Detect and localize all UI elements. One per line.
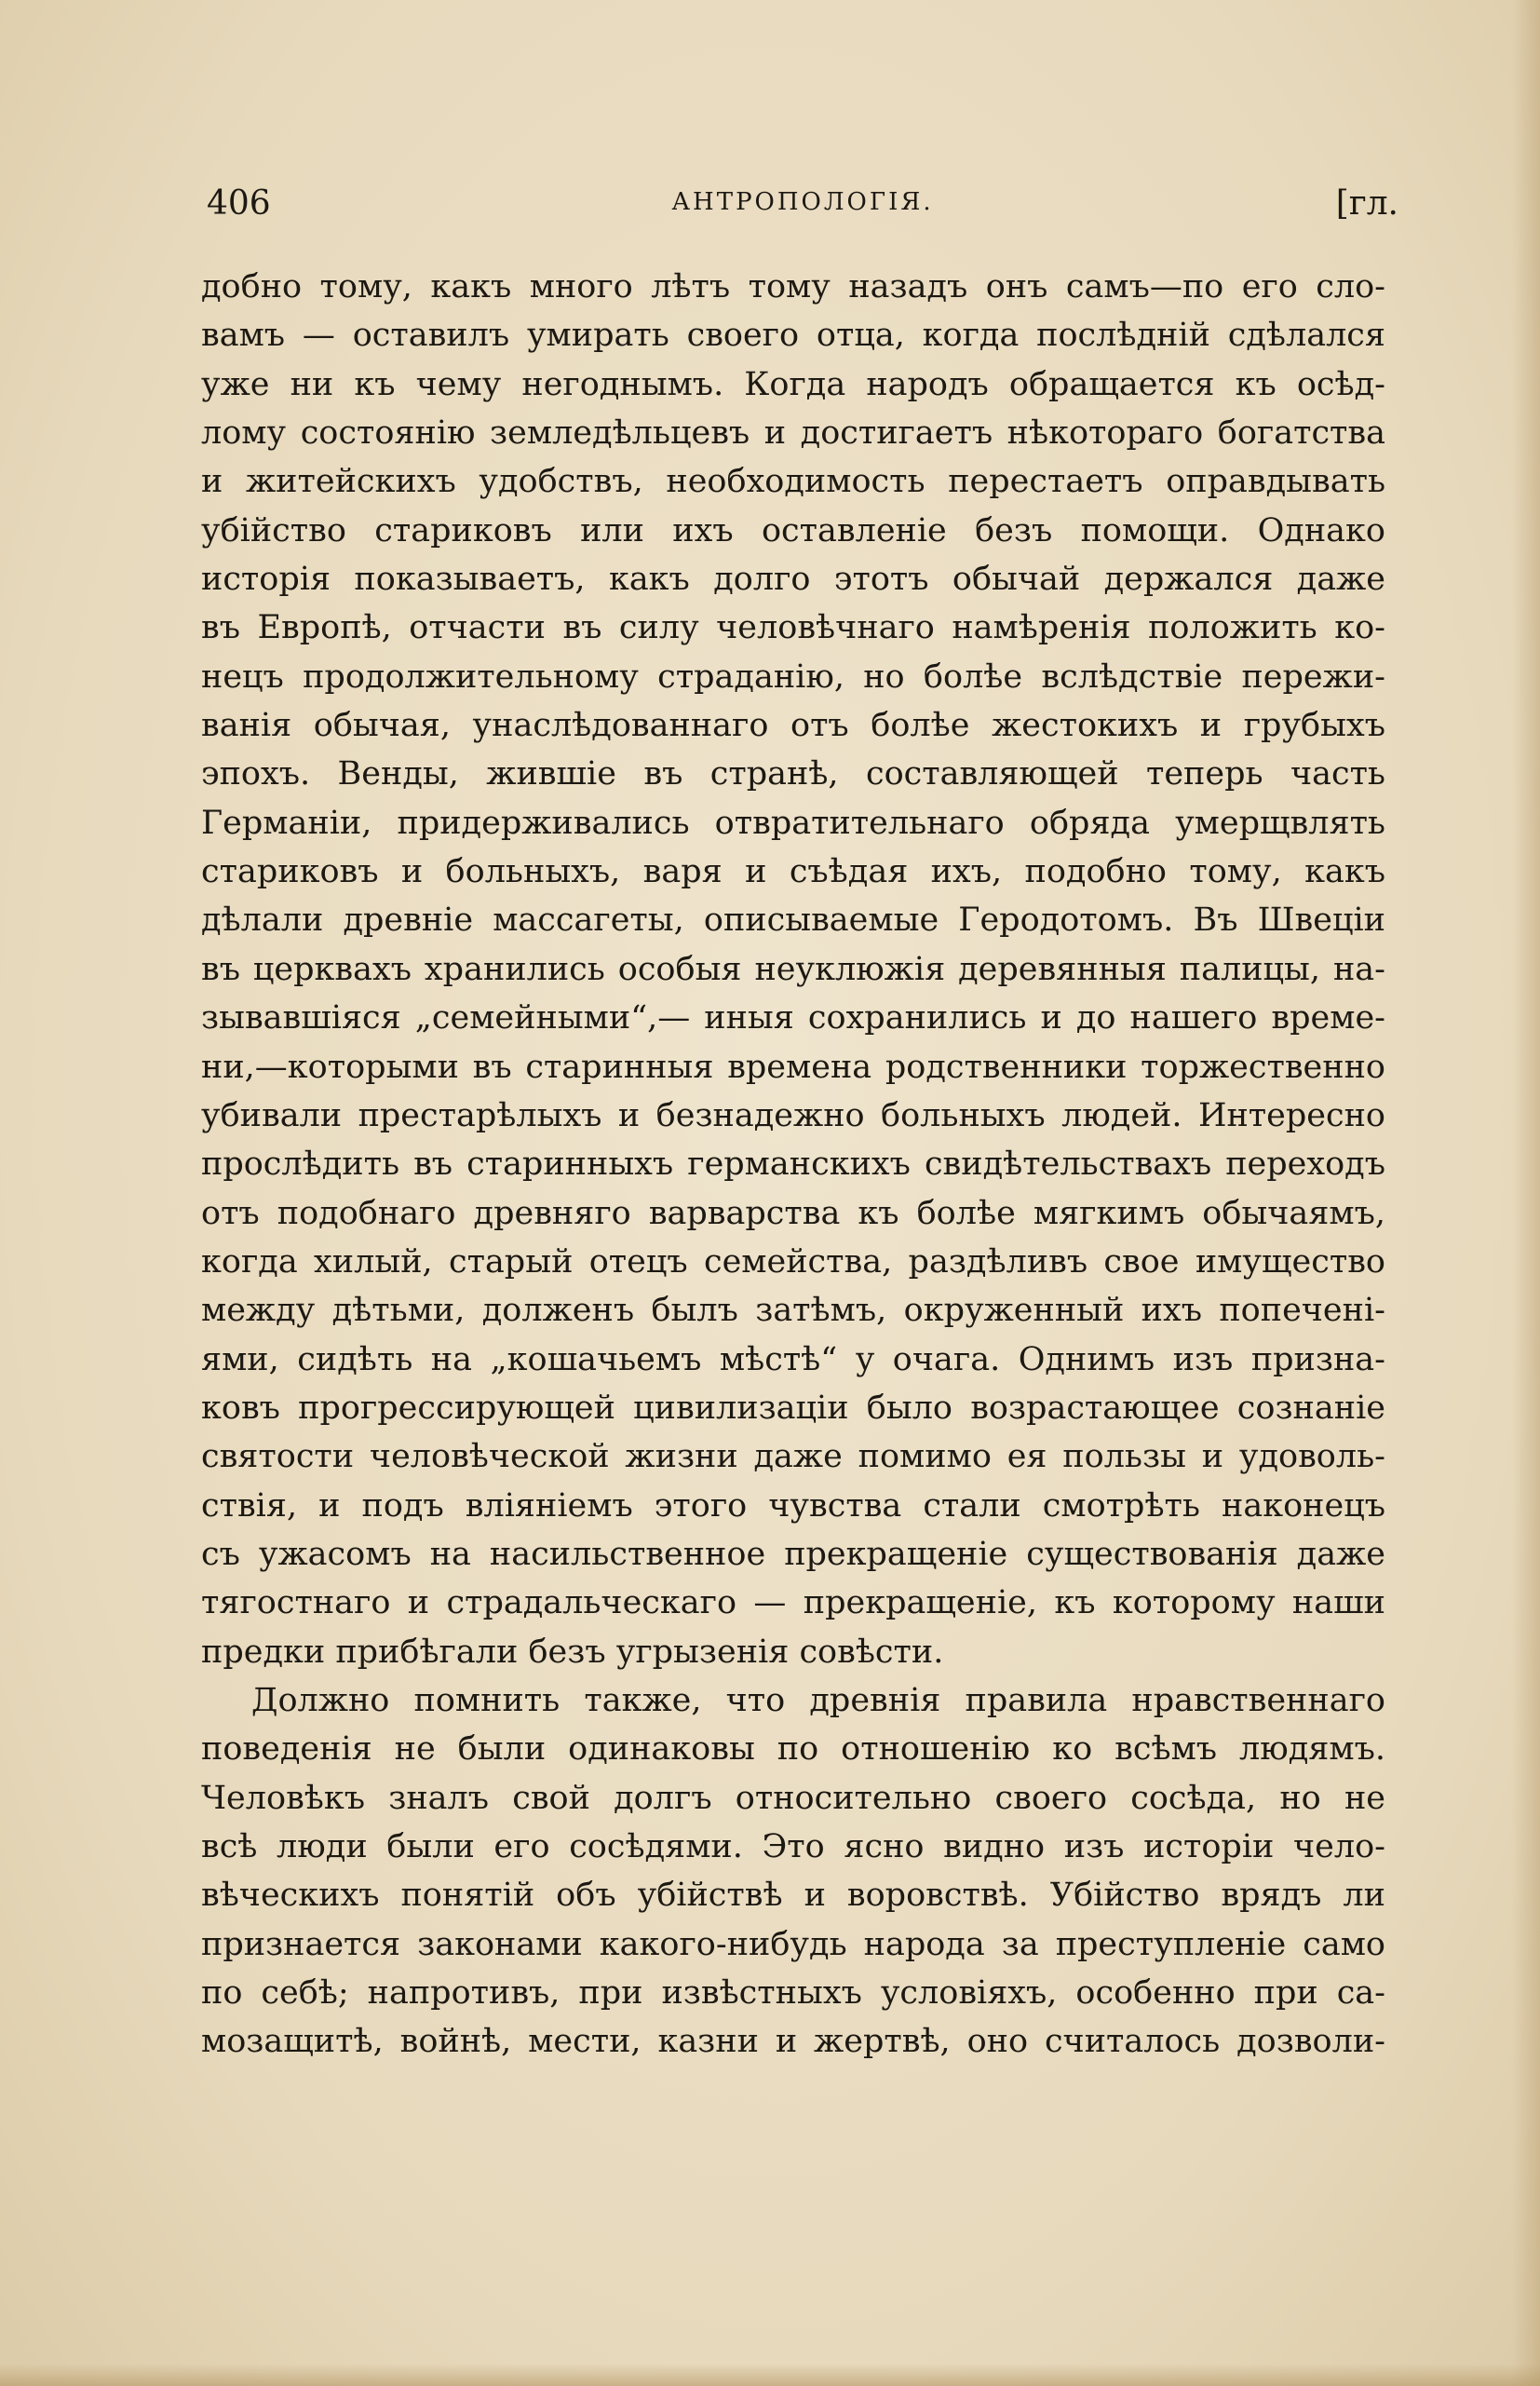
text-line: дѣлали древніе массагеты, описываемые Геродотомъ. Въ Швеціи — [201, 902, 1385, 940]
text-line: мозащитѣ, войнѣ, мести, казни и жертвѣ, оно считалось дозволи- — [201, 2023, 1385, 2061]
text-line: между дѣтьми, долженъ былъ затѣмъ, окруженный ихъ попеченi- — [201, 1292, 1385, 1330]
text-line: зывавшіяся „семейными“,— иныя сохранились и до нашего време- — [201, 999, 1385, 1037]
running-title: АНТРОПОЛОГІЯ. — [671, 188, 934, 216]
text-line: отъ подобнаго древняго варварства къ болѣе мягкимъ обычаямъ, — [201, 1194, 1385, 1232]
text-line: всѣ люди были его сосѣдями. Это ясно видно изъ исторіи чело- — [201, 1828, 1385, 1865]
body-text — [201, 263, 1385, 2067]
text-line: когда хилый, старый отецъ семейства, раздѣливъ свое имущество — [201, 1242, 1385, 1281]
text-line: нецъ продолжительному страданію, но болѣе вслѣдствіе пережи- — [201, 658, 1385, 696]
text-line: Человѣкъ зналъ свой долгъ относительно своего сосѣда, но не — [201, 1779, 1385, 1817]
text-line: въ церквахъ хранились особыя неуклюжія деревянныя палицы, на- — [201, 950, 1385, 988]
text-line: ствія, и подъ вліяніемъ этого чувства стали смотрѣть наконецъ — [201, 1486, 1385, 1525]
page-number: 406 — [207, 184, 271, 223]
text-line: ни,—которыми въ старинныя времена родственники торжественно — [201, 1048, 1385, 1086]
text-line: по себѣ; напротивъ, при извѣстныхъ условіяхъ, особенно при са- — [201, 1974, 1385, 2013]
page-header — [207, 184, 1398, 231]
paragraph-start-line: Должно помнить также, что древнія правила нравственнаго — [251, 1681, 1385, 1719]
text-line: стариковъ и больныхъ, варя и съѣдая ихъ, подобно тому, какъ — [201, 853, 1385, 891]
text-line: ями, сидѣть на „кошачьемъ мѣстѣ“ у очага. Однимъ изъ призна- — [201, 1340, 1385, 1378]
text-line: прослѣдить въ старинныхъ германскихъ свидѣтельствахъ переходъ — [201, 1146, 1385, 1184]
text-line: исторія показываетъ, какъ долго этотъ обычай держался даже — [201, 561, 1385, 599]
text-line: ванія обычая, унаслѣдованнаго отъ болѣе жестокихъ и грубыхъ — [201, 707, 1385, 745]
text-line: убійство стариковъ или ихъ оставленіе безъ помощи. Однако — [201, 511, 1385, 549]
text-line: вѣческихъ понятій объ убійствѣ и воровствѣ. Убійство врядъ ли — [201, 1877, 1385, 1915]
text-line: добно тому, какъ много лѣтъ тому назадъ онъ самъ—по его сло- — [201, 268, 1385, 305]
text-line: поведенія не были одинаковы по отношенію ко всѣмъ людямъ. — [201, 1730, 1385, 1769]
text-line: Германіи, придерживались отвратительнаго обряда умерщвлять — [201, 804, 1385, 842]
text-line: вамъ — оставилъ умирать своего отца, когда послѣдній сдѣлался — [201, 317, 1385, 355]
text-line: лому состоянію земледѣльцевъ и достигаетъ нѣкотораго богатства — [201, 414, 1385, 453]
text-line: признается законами какого-нибудь народа за преступленіе само — [201, 1925, 1385, 1963]
text-line: убивали престарѣлыхъ и безнадежно больныхъ людей. Интересно — [201, 1096, 1385, 1134]
text-line: и житейскихъ удобствъ, необходимость перестаетъ оправдывать — [201, 463, 1385, 501]
text-line: ковъ прогрессирующей цивилизаціи было возрастающее сознаніе — [201, 1389, 1385, 1427]
text-line: тягостнаго и страдальческаго — прекращеніе, къ которому наши — [201, 1584, 1385, 1622]
paragraph-end-line: предки прибѣгали безъ угрызенія совѣсти. — [201, 1633, 944, 1671]
page-bottom-shadow — [0, 2364, 1540, 2386]
text-line: эпохъ. Венды, жившіе въ странѣ, составляющей теперь часть — [201, 755, 1385, 793]
text-line: святости человѣческой жизни даже помимо ея пользы и удоволь- — [201, 1438, 1385, 1476]
text-line: въ Европѣ, отчасти въ силу человѣчнаго намѣренія положить ко- — [201, 609, 1385, 647]
text-line: уже ни къ чему негоднымъ. Когда народъ обращается къ осѣд- — [201, 365, 1385, 403]
text-line: съ ужасомъ на насильственное прекращеніе существованія даже — [201, 1535, 1385, 1573]
page-edge-shadow — [1512, 0, 1540, 2386]
chapter-mark: [гл. — [1335, 184, 1398, 223]
